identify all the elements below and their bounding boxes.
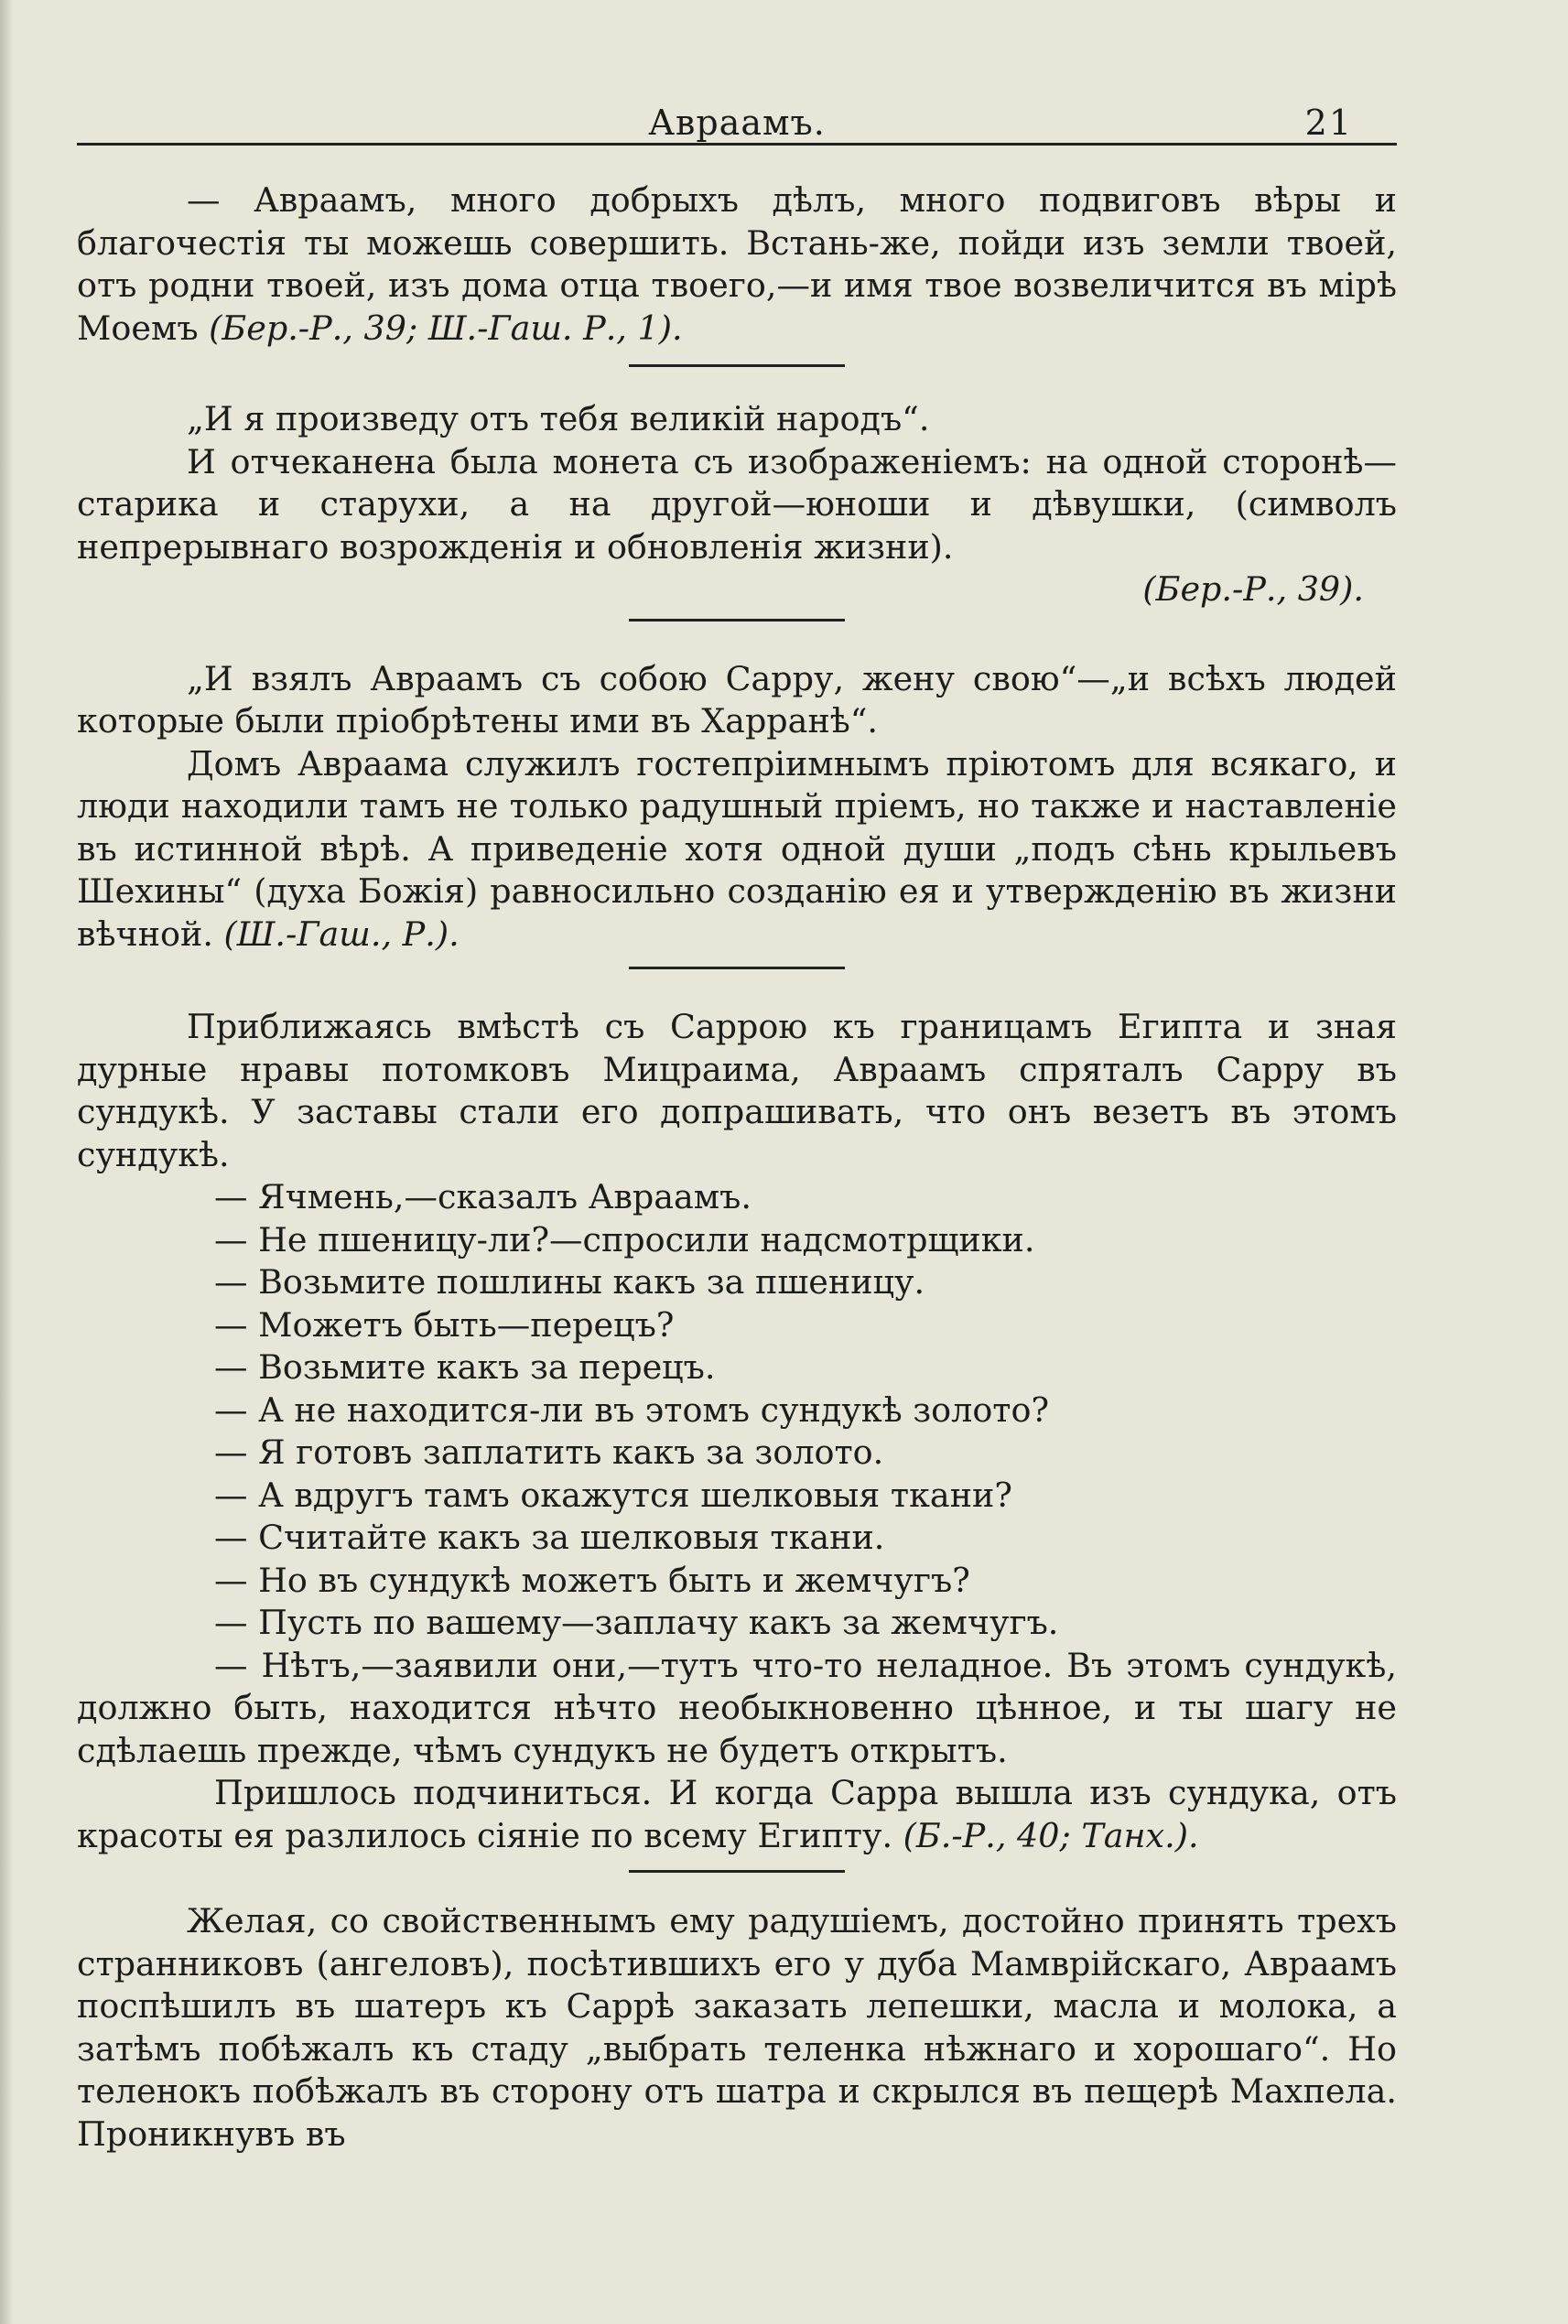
dialogue-line: — Считайте какъ за шелковыя ткани. (214, 1518, 885, 1557)
dialogue-line: — Возьмите пошлины какъ за пшеницу. (214, 1262, 925, 1302)
page-body (77, 179, 1397, 2156)
paragraph (77, 179, 1397, 350)
running-title: Авраамъ. (648, 103, 826, 143)
paragraph (77, 1006, 1397, 1176)
section-divider (629, 619, 845, 622)
paragraph-text: И отчеканена была монета съ изображеніемъ: на одной сторонѣ—старика и старухи, а на другой—юноши и дѣвушки, (символъ непрерывнаго возрожденія и обновленія жизни). (77, 441, 1397, 567)
page-edge-shadow (0, 0, 13, 2324)
paragraph (77, 1772, 1397, 1857)
page-number: 21 (1304, 103, 1353, 143)
paragraph-text: — Нѣтъ,—заявили они,—тутъ что-то неладное. Въ этомъ сундукѣ, должно быть, находится нѣчто необыкновенно цѣнное, и ты шагу не сдѣлаешь прежде, чѣмъ сундукъ не будетъ открытъ. (77, 1645, 1397, 1770)
paragraph-text: Пришлось подчиниться. И когда Сарра вышла изъ сундука, отъ красоты ея разлилось сіяніе по всему Египту. (77, 1773, 1397, 1855)
paragraph-text: Домъ Авраама служилъ гостепріимнымъ пріютомъ для всякаго, и люди находили тамъ не только радушный пріемъ, но также и наставленіе въ истинной вѣрѣ. А приведеніе хотя одной души „подъ сѣнь крыльевъ Шехины“ (духа Божія) равносильно созданію ея и утвержденію въ жизни вѣчной. (77, 743, 1397, 954)
paragraph-text: — Авраамъ, много добрыхъ дѣлъ, много подвиговъ вѣры и благочестія ты можешь совершить. Встань-же, пойди изъ земли твоей, отъ родни твоей, изъ дома отца твоего,—и имя твое возвеличится въ мірѣ Моемъ (77, 180, 1397, 348)
paragraph (77, 658, 1397, 743)
dialogue-line: — Можетъ быть—перецъ? (214, 1304, 675, 1345)
paragraph (77, 1645, 1397, 1773)
paragraph-text: Желая, со свойственнымъ ему радушіемъ, достойно принять трехъ странниковъ (ангеловъ), посѣтившихъ его у дуба Мамврійскаго, Авраамъ поспѣшилъ въ шатеръ къ Саррѣ заказать лепешки, масла и молока, а затѣмъ побѣжалъ къ стаду „выбрать теленка нѣжнаго и хорошаго“. Но теленокъ побѣжалъ въ сторону отъ шатра и скрылся въ пещерѣ Махпела. Проникнувъ въ (77, 1901, 1397, 2154)
running-header (77, 99, 1397, 146)
source-citation: (Бер.-Р., 39; Ш.-Гаш. Р., 1). (209, 308, 683, 348)
section-divider (629, 1870, 845, 1873)
source-citation: (Бер.-Р., 39). (1142, 569, 1364, 609)
paragraph-text: „И взялъ Авраамъ съ собою Сарру, жену свою“—„и всѣхъ людей которые были пріобрѣтены ими въ Харранѣ“. (77, 658, 1397, 740)
dialogue-line: — Возьмите какъ за перецъ. (214, 1347, 716, 1387)
paragraph (77, 743, 1397, 957)
paragraph-text: Приближаясь вмѣстѣ съ Саррою къ границамъ Египта и зная дурные нравы потомковъ Мицраима, Авраамъ спряталъ Сарру въ сундукѣ. У заставы стали его допрашивать, что онъ везетъ въ этомъ сундукѣ. (77, 1007, 1397, 1174)
paragraph (77, 568, 1397, 611)
dialogue-line: — А не находится-ли въ этомъ сундукѣ золото? (214, 1389, 1050, 1430)
section-divider (629, 364, 845, 367)
section-divider (629, 967, 845, 969)
dialogue-line: — Но въ сундукѣ можетъ быть и жемчугъ? (214, 1560, 970, 1600)
dialogue-line: — Ячмень,—сказалъ Авраамъ. (214, 1177, 752, 1216)
dialogue-line: — Я готовъ заплатить какъ за золото. (214, 1432, 884, 1472)
source-citation: (Ш.-Гаш., Р.). (223, 913, 460, 954)
source-citation: (Б.-Р., 40; Танх.). (903, 1815, 1199, 1855)
paragraph (77, 398, 1397, 441)
paragraph (77, 441, 1397, 569)
paragraph (77, 1900, 1397, 2156)
dialogue-line: — А вдругъ тамъ окажутся шелковыя ткани? (214, 1475, 1012, 1515)
dialogue-line: — Не пшеницу-ли?—спросили надсмотрщики. (214, 1219, 1035, 1259)
paragraph-text: „И я произведу отъ тебя великій народъ“. (187, 399, 930, 438)
dialogue-line: — Пусть по вашему—заплачу какъ за жемчугъ. (214, 1603, 1059, 1642)
